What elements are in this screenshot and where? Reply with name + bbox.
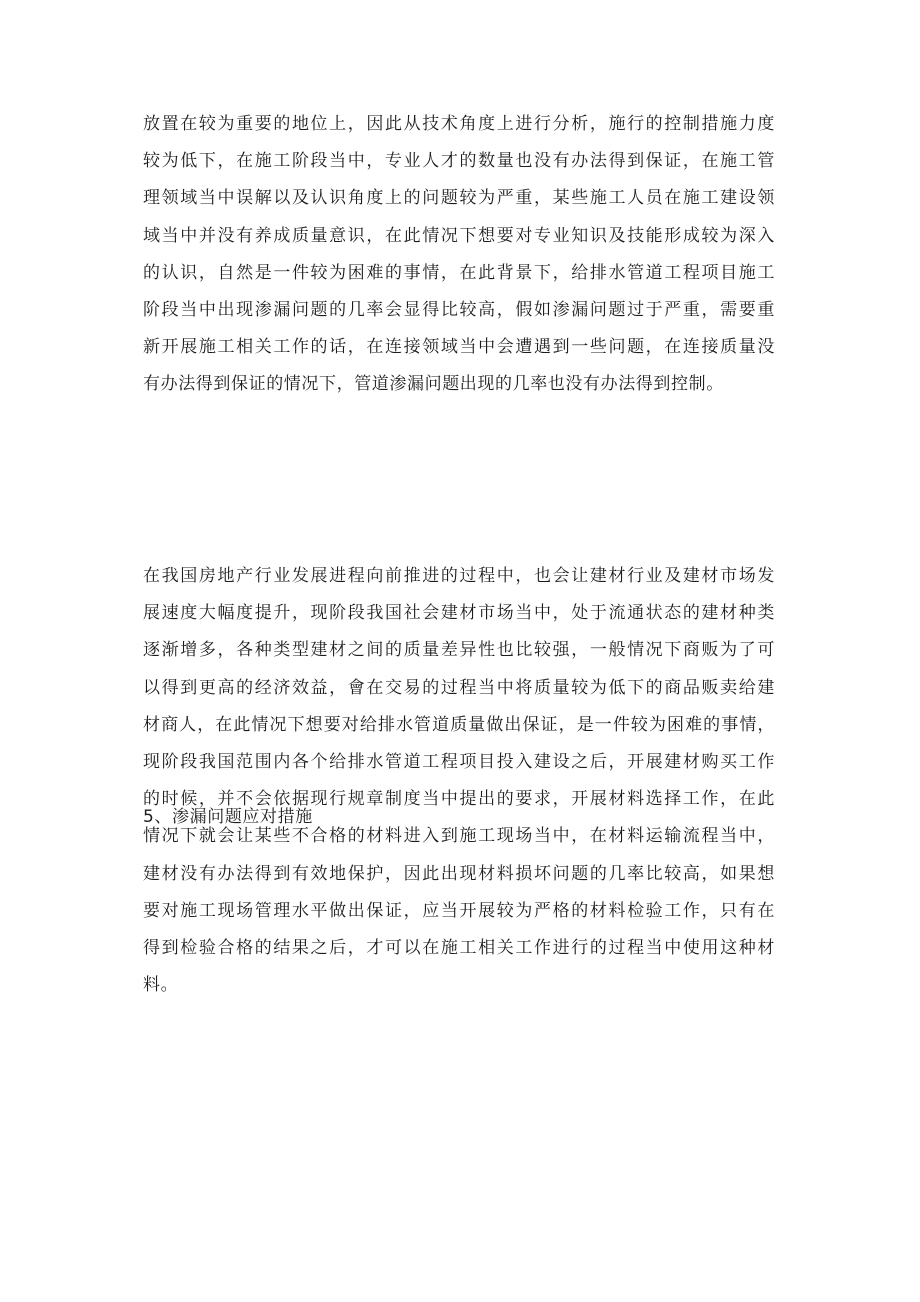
text-line: 逐渐增多，各种类型建材之间的质量差异性也比较强，一般情况下商贩为了可 — [143, 640, 775, 661]
text-line: 材商人，在此情况下想要对给排水管道质量做出保证，是一件较为困难的事情， — [143, 714, 775, 735]
text-line: 域当中并没有养成质量意识，在此情况下想要对专业知识及技能形成较为深入 — [143, 225, 775, 246]
text-line: 展速度大幅度提升，现阶段我国社会建材市场当中，处于流通状态的建材种类 — [143, 603, 775, 624]
text-line: 以得到更高的经济效益，會在交易的过程当中将质量较为低下的商品贩卖给建 — [143, 677, 775, 698]
paragraph-1 — [143, 106, 775, 404]
text-line: 建材没有办法得到有效地保护，因此出现材料损坏问题的几率比较高，如果想 — [143, 863, 775, 884]
paragraph-2 — [143, 558, 775, 1004]
text-line: 放置在较为重要的地位上，因此从技术角度上进行分析，施行的控制措施力度 — [143, 114, 775, 134]
text-line: 阶段当中出现渗漏问题的几率会显得比较高，假如渗漏问题过于严重，需要重 — [143, 299, 775, 320]
text-line: 的时候，并不会依据现行规章制度当中提出的要求，开展材料选择工作，在此 — [143, 789, 775, 810]
section-heading: 5、渗漏问题应对措施 — [143, 807, 313, 827]
text-line: 新开展施工相关工作的话，在连接领域当中会遭遇到一些问题，在连接质量没 — [143, 337, 775, 358]
text-line: 情况下就会让某些不合格的材料进入到施工现场当中，在材料运输流程当中， — [143, 826, 775, 847]
text-line: 较为低下，在施工阶段当中，专业人才的数量也没有办法得到保证，在施工管 — [143, 151, 775, 172]
text-line: 的认识，自然是一件较为困难的事情，在此背景下，给排水管道工程项目施工 — [143, 262, 775, 283]
text-line: 有办法得到保证的情况下，管道渗漏问题出现的几率也没有办法得到控制。 — [143, 374, 724, 395]
text-line: 在我国房地产行业发展进程向前推进的过程中，也会让建材行业及建材市场发 — [143, 566, 775, 586]
text-line: 理领域当中误解以及认识角度上的问题较为严重，某些施工人员在施工建设领 — [143, 188, 775, 209]
text-line: 料。 — [143, 975, 179, 996]
text-line: 现阶段我国范围内各个给排水管道工程项目投入建设之后，开展建材购买工作 — [143, 751, 775, 772]
text-line: 得到检验合格的结果之后，才可以在施工相关工作进行的过程当中使用这种材 — [143, 937, 775, 958]
text-line: 要对施工现场管理水平做出保证，应当开展较为严格的材料检验工作，只有在 — [143, 900, 775, 921]
